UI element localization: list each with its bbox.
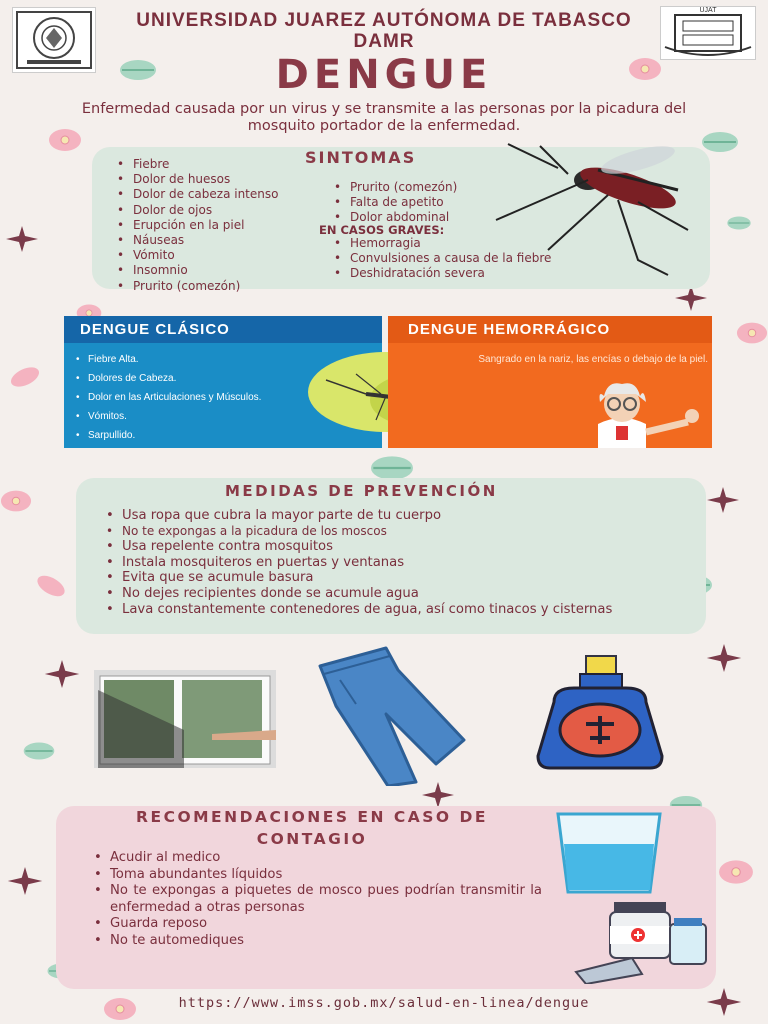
list-item: • Dolores de Cabeza. bbox=[76, 373, 286, 385]
list-item: • Lava constantemente contenedores de agua, así como tinacos y cisternas bbox=[104, 602, 684, 618]
list-item: • Falta de apetito bbox=[332, 195, 532, 210]
intro-text: Enfermedad causada por un virus y se transmite a las personas por la picadura del mosquito portador de la enfermedad. bbox=[81, 101, 687, 134]
list-item: • Fiebre bbox=[115, 157, 325, 172]
list-item: • Insomnio bbox=[115, 263, 325, 278]
prevencion-heading: MEDIDAS DE PREVENCIÓN bbox=[225, 482, 498, 500]
flower-icon bbox=[736, 320, 768, 346]
recomendaciones-heading-line1: RECOMENDACIONES EN CASO DE bbox=[136, 808, 488, 826]
list-item: • Dolor de huesos bbox=[115, 172, 325, 187]
dengue-hemorragico-title: DENGUE HEMORRÁGICO bbox=[408, 321, 611, 338]
dengue-clasico-list bbox=[76, 354, 286, 449]
page-title: DENGUE bbox=[275, 52, 493, 98]
sparkle-icon bbox=[44, 660, 80, 688]
list-item: • Dolor en las Articulaciones y Músculos. bbox=[76, 392, 286, 404]
list-item: • Usa ropa que cubra la mayor parte de tu cuerpo bbox=[104, 508, 684, 524]
list-item: • Acudir al medico bbox=[92, 850, 542, 867]
university-name: UNIVERSIDAD JUAREZ AUTÓNOMA DE TABASCO bbox=[136, 10, 632, 31]
prevencion-list bbox=[104, 508, 684, 617]
list-item: • No te expongas a la picadura de los moscos bbox=[104, 524, 684, 540]
list-item: • Instala mosquiteros en puertas y ventanas bbox=[104, 555, 684, 571]
list-item: • Dolor de ojos bbox=[115, 203, 325, 218]
flower-icon bbox=[0, 488, 32, 514]
division-name: DAMR bbox=[353, 31, 415, 52]
sparkle-icon bbox=[6, 226, 38, 252]
university-title bbox=[100, 10, 668, 52]
list-item: • Sarpullido. bbox=[76, 430, 286, 442]
list-item: • Hemorragia bbox=[332, 236, 632, 251]
dengue-clasico-title: DENGUE CLÁSICO bbox=[80, 321, 230, 338]
list-item: • Prurito (comezón) bbox=[115, 279, 325, 294]
flower-icon bbox=[34, 574, 68, 598]
mosquito-icon bbox=[488, 140, 700, 280]
list-item: • Dolor abdominal bbox=[332, 210, 532, 225]
doctor-icon bbox=[578, 378, 708, 448]
list-item: • Dolor de cabeza intenso bbox=[115, 187, 325, 202]
flower-icon bbox=[718, 858, 754, 886]
list-item: • Usa repelente contra mosquitos bbox=[104, 539, 684, 555]
flower-icon bbox=[8, 366, 42, 388]
list-item: • Prurito (comezón) bbox=[332, 180, 532, 195]
list-item: • Vómito bbox=[115, 248, 325, 263]
list-item: • Deshidratación severa bbox=[332, 266, 632, 281]
list-item: • Convulsiones a causa de la fiebre bbox=[332, 251, 632, 266]
list-item: • No dejes recipientes donde se acumule agua bbox=[104, 586, 684, 602]
recomendaciones-heading-line2: CONTAGIO bbox=[256, 830, 368, 848]
sparkle-icon bbox=[6, 867, 44, 895]
list-item: • Evita que se acumule basura bbox=[104, 570, 684, 586]
graves-label: EN CASOS GRAVES: bbox=[319, 223, 445, 237]
sintomas-heading: SINTOMAS bbox=[305, 148, 417, 167]
sparkle-icon bbox=[706, 487, 740, 513]
list-item: • Erupción en la piel bbox=[115, 218, 325, 233]
window-screen-icon bbox=[94, 670, 276, 768]
list-item: • Vómitos. bbox=[76, 411, 286, 423]
list-item: • Náuseas bbox=[115, 233, 325, 248]
list-item: • Guarda reposo bbox=[92, 916, 542, 933]
leaf-icon bbox=[726, 208, 752, 238]
leaf-icon bbox=[700, 130, 740, 154]
source-link[interactable]: https://www.imss.gob.mx/salud-en-linea/dengue bbox=[178, 995, 590, 1011]
recomendaciones-list bbox=[92, 850, 542, 950]
list-item: • No te expongas a piquetes de mosco pues podrían transmitir la enfermedad a otras personas bbox=[92, 883, 542, 916]
list-item: • Fiebre Alta. bbox=[76, 354, 286, 366]
repellent-spray-icon bbox=[534, 654, 666, 770]
medicine-icon bbox=[572, 898, 710, 984]
sintomas-list bbox=[115, 157, 325, 294]
sparkle-icon bbox=[706, 644, 742, 672]
recomendaciones-heading bbox=[82, 806, 542, 850]
list-item: • Toma abundantes líquidos bbox=[92, 867, 542, 884]
water-glass-icon bbox=[554, 810, 664, 894]
ujat-logo-text: UJAT bbox=[699, 7, 717, 14]
dengue-hemorragico-text: Sangrado en la nariz, las encías o debajo de la piel. bbox=[478, 354, 708, 365]
jeans-icon bbox=[316, 644, 476, 786]
leaf-icon bbox=[22, 740, 56, 762]
list-item: • No te automediques bbox=[92, 933, 542, 950]
